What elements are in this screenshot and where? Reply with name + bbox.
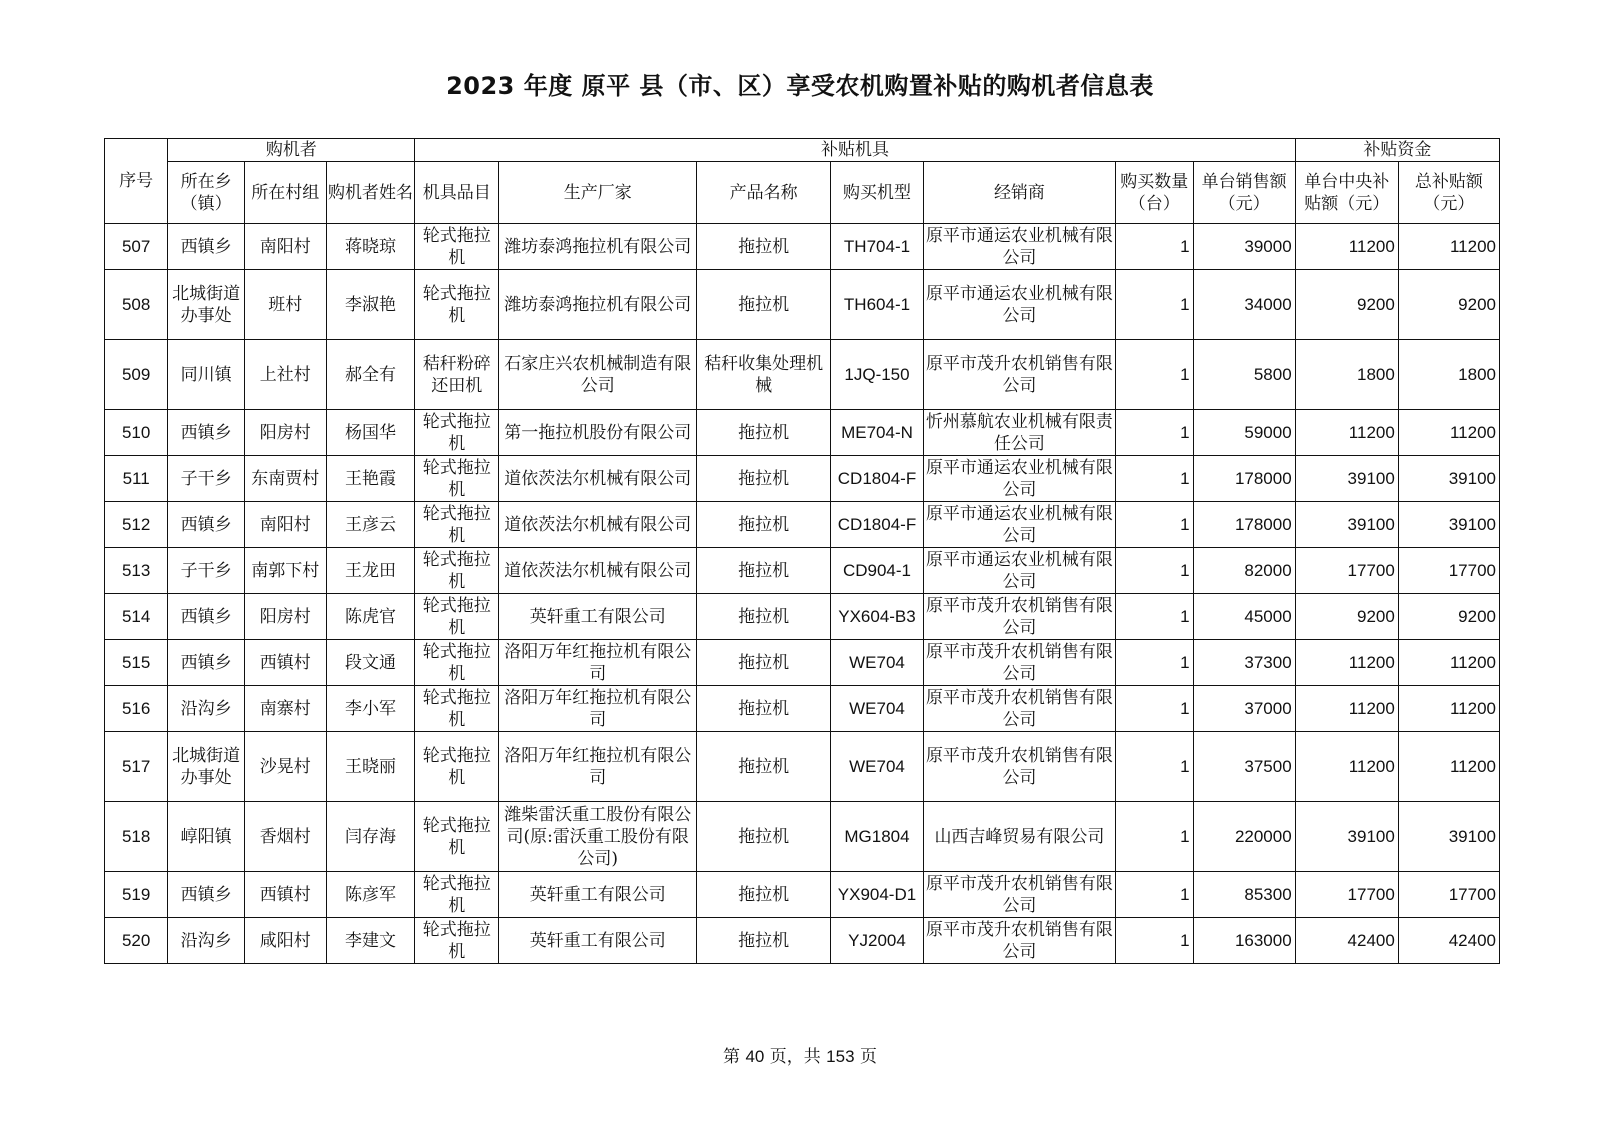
cell-qty: 1 [1115,340,1193,410]
cell-category: 秸秆粉碎还田机 [415,340,499,410]
cell-seq: 511 [105,456,168,502]
cell-category: 轮式拖拉机 [415,410,499,456]
cell-seq: 515 [105,640,168,686]
cell-central: 39100 [1295,802,1398,872]
cell-maker: 英轩重工有限公司 [499,872,697,918]
cell-seq: 510 [105,410,168,456]
cell-dealer: 山西吉峰贸易有限公司 [923,802,1115,872]
table-row [105,802,1500,872]
cell-town: 子干乡 [168,456,245,502]
page-footer [0,1042,1600,1067]
cell-dealer: 原平市茂升农机销售有限公司 [923,686,1115,732]
cell-qty: 1 [1115,270,1193,340]
cell-town: 西镇乡 [168,410,245,456]
cell-category: 轮式拖拉机 [415,918,499,964]
cell-name: 段文通 [326,640,415,686]
cell-qty: 1 [1115,872,1193,918]
footer-total-pages: 153 [826,1047,855,1066]
cell-town: 西镇乡 [168,502,245,548]
header-model: 购买机型 [831,162,924,224]
cell-central: 11200 [1295,224,1398,270]
cell-maker: 潍柴雷沃重工股份有限公司(原:雷沃重工股份有限公司) [499,802,697,872]
cell-village: 咸阳村 [244,918,326,964]
header-dealer: 经销商 [923,162,1115,224]
cell-category: 轮式拖拉机 [415,456,499,502]
cell-price: 85300 [1193,872,1295,918]
cell-model: CD904-1 [831,548,924,594]
cell-town: 西镇乡 [168,640,245,686]
cell-seq: 513 [105,548,168,594]
footer-suffix: 页 [859,1047,877,1067]
cell-maker: 洛阳万年红拖拉机有限公司 [499,686,697,732]
cell-price: 178000 [1193,456,1295,502]
cell-name: 王艳霞 [326,456,415,502]
cell-qty: 1 [1115,802,1193,872]
cell-dealer: 原平市通运农业机械有限公司 [923,224,1115,270]
header-seq: 序号 [105,139,168,224]
cell-product: 拖拉机 [697,872,831,918]
cell-dealer: 原平市茂升农机销售有限公司 [923,872,1115,918]
cell-model: YX604-B3 [831,594,924,640]
group-funds: 补贴资金 [1295,139,1499,162]
cell-model: WE704 [831,732,924,802]
cell-product: 拖拉机 [697,270,831,340]
cell-product: 拖拉机 [697,224,831,270]
cell-central: 42400 [1295,918,1398,964]
cell-town: 北城街道办事处 [168,270,245,340]
cell-name: 蒋晓琼 [326,224,415,270]
cell-town: 崞阳镇 [168,802,245,872]
cell-central: 17700 [1295,872,1398,918]
cell-qty: 1 [1115,918,1193,964]
cell-category: 轮式拖拉机 [415,224,499,270]
cell-village: 阳房村 [244,410,326,456]
cell-model: TH704-1 [831,224,924,270]
cell-dealer: 原平市茂升农机销售有限公司 [923,918,1115,964]
cell-price: 45000 [1193,594,1295,640]
cell-model: ME704-N [831,410,924,456]
cell-product: 拖拉机 [697,594,831,640]
cell-price: 39000 [1193,224,1295,270]
cell-dealer: 原平市通运农业机械有限公司 [923,502,1115,548]
cell-village: 沙晃村 [244,732,326,802]
cell-product: 拖拉机 [697,410,831,456]
cell-village: 南阳村 [244,224,326,270]
footer-prefix: 第 [723,1047,741,1067]
cell-price: 59000 [1193,410,1295,456]
cell-seq: 509 [105,340,168,410]
table-row [105,872,1500,918]
cell-dealer: 原平市茂升农机销售有限公司 [923,732,1115,802]
cell-village: 西镇村 [244,640,326,686]
cell-dealer: 原平市茂升农机销售有限公司 [923,340,1115,410]
cell-price: 163000 [1193,918,1295,964]
cell-town: 同川镇 [168,340,245,410]
cell-total: 11200 [1398,640,1499,686]
table-row [105,456,1500,502]
cell-product: 拖拉机 [697,640,831,686]
cell-name: 杨国华 [326,410,415,456]
cell-model: MG1804 [831,802,924,872]
cell-town: 西镇乡 [168,872,245,918]
cell-model: WE704 [831,686,924,732]
table-row [105,410,1500,456]
header-town: 所在乡（镇） [168,162,245,224]
cell-central: 11200 [1295,732,1398,802]
cell-village: 南寨村 [244,686,326,732]
cell-category: 轮式拖拉机 [415,594,499,640]
cell-seq: 507 [105,224,168,270]
cell-maker: 英轩重工有限公司 [499,918,697,964]
cell-town: 子干乡 [168,548,245,594]
cell-total: 1800 [1398,340,1499,410]
cell-village: 香烟村 [244,802,326,872]
cell-maker: 洛阳万年红拖拉机有限公司 [499,732,697,802]
cell-maker: 道依茨法尔机械有限公司 [499,548,697,594]
cell-price: 178000 [1193,502,1295,548]
cell-price: 5800 [1193,340,1295,410]
cell-village: 阳房村 [244,594,326,640]
cell-name: 李建文 [326,918,415,964]
header-price: 单台销售额（元） [1193,162,1295,224]
cell-maker: 潍坊泰鸿拖拉机有限公司 [499,224,697,270]
cell-category: 轮式拖拉机 [415,502,499,548]
cell-town: 沿沟乡 [168,686,245,732]
cell-dealer: 原平市通运农业机械有限公司 [923,548,1115,594]
table-row [105,640,1500,686]
cell-model: YJ2004 [831,918,924,964]
cell-product: 拖拉机 [697,732,831,802]
cell-model: CD1804-F [831,456,924,502]
cell-total: 42400 [1398,918,1499,964]
cell-dealer: 忻州慕航农业机械有限责任公司 [923,410,1115,456]
cell-total: 39100 [1398,456,1499,502]
cell-village: 西镇村 [244,872,326,918]
cell-price: 82000 [1193,548,1295,594]
cell-dealer: 原平市通运农业机械有限公司 [923,456,1115,502]
cell-seq: 520 [105,918,168,964]
cell-category: 轮式拖拉机 [415,802,499,872]
cell-central: 11200 [1295,686,1398,732]
table-row [105,548,1500,594]
group-buyer: 购机者 [168,139,415,162]
cell-maker: 道依茨法尔机械有限公司 [499,502,697,548]
cell-total: 9200 [1398,270,1499,340]
header-central: 单台中央补贴额（元） [1295,162,1398,224]
cell-qty: 1 [1115,502,1193,548]
cell-seq: 514 [105,594,168,640]
cell-total: 11200 [1398,410,1499,456]
cell-total: 39100 [1398,802,1499,872]
cell-maker: 道依茨法尔机械有限公司 [499,456,697,502]
cell-village: 南阳村 [244,502,326,548]
cell-name: 王龙田 [326,548,415,594]
cell-dealer: 原平市茂升农机销售有限公司 [923,640,1115,686]
cell-price: 34000 [1193,270,1295,340]
table-row [105,594,1500,640]
cell-seq: 518 [105,802,168,872]
cell-central: 11200 [1295,640,1398,686]
footer-middle: 页，共 [769,1047,821,1067]
cell-model: YX904-D1 [831,872,924,918]
cell-total: 9200 [1398,594,1499,640]
table-row [105,502,1500,548]
cell-category: 轮式拖拉机 [415,548,499,594]
cell-name: 李淑艳 [326,270,415,340]
cell-maker: 第一拖拉机股份有限公司 [499,410,697,456]
group-machine: 补贴机具 [415,139,1295,162]
cell-product: 拖拉机 [697,456,831,502]
cell-village: 南郭下村 [244,548,326,594]
cell-name: 郝全有 [326,340,415,410]
cell-name: 闫存海 [326,802,415,872]
cell-central: 39100 [1295,456,1398,502]
cell-maker: 英轩重工有限公司 [499,594,697,640]
cell-central: 17700 [1295,548,1398,594]
cell-village: 东南贾村 [244,456,326,502]
cell-qty: 1 [1115,548,1193,594]
cell-total: 11200 [1398,686,1499,732]
cell-qty: 1 [1115,410,1193,456]
cell-seq: 516 [105,686,168,732]
cell-model: WE704 [831,640,924,686]
cell-category: 轮式拖拉机 [415,872,499,918]
cell-product: 拖拉机 [697,686,831,732]
cell-maker: 石家庄兴农机械制造有限公司 [499,340,697,410]
cell-name: 王晓丽 [326,732,415,802]
cell-category: 轮式拖拉机 [415,640,499,686]
cell-category: 轮式拖拉机 [415,686,499,732]
cell-seq: 512 [105,502,168,548]
cell-seq: 517 [105,732,168,802]
cell-price: 37300 [1193,640,1295,686]
table-row [105,686,1500,732]
cell-maker: 潍坊泰鸿拖拉机有限公司 [499,270,697,340]
table-row [105,918,1500,964]
cell-model: TH604-1 [831,270,924,340]
cell-total: 11200 [1398,224,1499,270]
cell-qty: 1 [1115,640,1193,686]
header-name: 购机者姓名 [326,162,415,224]
table-row [105,270,1500,340]
cell-price: 37000 [1193,686,1295,732]
cell-qty: 1 [1115,224,1193,270]
cell-total: 17700 [1398,548,1499,594]
cell-model: 1JQ-150 [831,340,924,410]
cell-total: 17700 [1398,872,1499,918]
header-category: 机具品目 [415,162,499,224]
header-village: 所在村组 [244,162,326,224]
cell-central: 9200 [1295,594,1398,640]
cell-town: 西镇乡 [168,594,245,640]
cell-central: 11200 [1295,410,1398,456]
cell-maker: 洛阳万年红拖拉机有限公司 [499,640,697,686]
cell-price: 220000 [1193,802,1295,872]
cell-product: 秸秆收集处理机械 [697,340,831,410]
table-row [105,732,1500,802]
cell-price: 37500 [1193,732,1295,802]
cell-name: 陈虎官 [326,594,415,640]
table-row [105,224,1500,270]
header-qty: 购买数量（台） [1115,162,1193,224]
cell-name: 陈彦军 [326,872,415,918]
cell-town: 北城街道办事处 [168,732,245,802]
header-product: 产品名称 [697,162,831,224]
cell-central: 1800 [1295,340,1398,410]
cell-category: 轮式拖拉机 [415,732,499,802]
cell-seq: 508 [105,270,168,340]
cell-name: 王彦云 [326,502,415,548]
cell-product: 拖拉机 [697,802,831,872]
buyer-info-table [104,138,1500,964]
cell-total: 39100 [1398,502,1499,548]
cell-central: 39100 [1295,502,1398,548]
cell-total: 11200 [1398,732,1499,802]
cell-dealer: 原平市通运农业机械有限公司 [923,270,1115,340]
footer-page-number: 40 [745,1047,765,1066]
cell-qty: 1 [1115,686,1193,732]
cell-central: 9200 [1295,270,1398,340]
header-total: 总补贴额（元） [1398,162,1499,224]
header-maker: 生产厂家 [499,162,697,224]
cell-product: 拖拉机 [697,918,831,964]
cell-village: 上社村 [244,340,326,410]
cell-town: 沿沟乡 [168,918,245,964]
cell-model: CD1804-F [831,502,924,548]
cell-dealer: 原平市茂升农机销售有限公司 [923,594,1115,640]
cell-category: 轮式拖拉机 [415,270,499,340]
cell-qty: 1 [1115,732,1193,802]
cell-town: 西镇乡 [168,224,245,270]
cell-qty: 1 [1115,456,1193,502]
cell-product: 拖拉机 [697,502,831,548]
cell-seq: 519 [105,872,168,918]
cell-name: 李小军 [326,686,415,732]
cell-product: 拖拉机 [697,548,831,594]
cell-qty: 1 [1115,594,1193,640]
table-row [105,340,1500,410]
cell-village: 班村 [244,270,326,340]
page-title: 2023 年度 原平 县（市、区）享受农机购置补贴的购机者信息表 [446,72,1154,100]
